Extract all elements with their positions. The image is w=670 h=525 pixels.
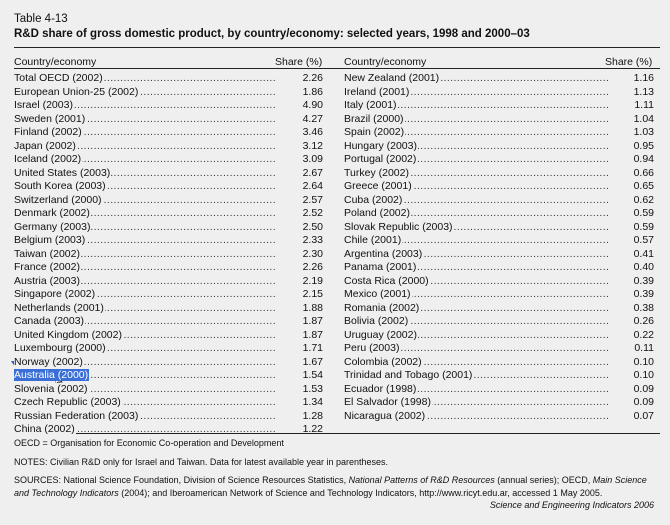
left-share-cell[interactable]: 1.28	[302, 409, 323, 422]
left-share-cell[interactable]: 2.64	[302, 180, 323, 192]
table-row	[344, 153, 654, 167]
left-country-cell[interactable]: Netherlands (2001)	[14, 301, 104, 314]
top-rule	[14, 47, 660, 48]
table-row	[344, 194, 654, 208]
table-row	[14, 315, 323, 329]
right-share-cell[interactable]: 0.26	[633, 315, 654, 327]
table-label: Table 4-13	[14, 13, 68, 25]
right-share-cell[interactable]: 1.03	[633, 126, 654, 138]
table-row	[344, 113, 654, 127]
table-row	[14, 153, 323, 167]
left-country-cell[interactable]: United Kingdom (2002)	[14, 328, 122, 341]
left-share-cell[interactable]: 4.27	[302, 112, 323, 125]
right-country-cell[interactable]: Portugal (2002)	[344, 153, 417, 165]
table-row	[344, 302, 654, 316]
left-country-cell[interactable]: Russian Federation (2003)	[14, 409, 139, 422]
table-row	[14, 72, 323, 86]
left-country-cell[interactable]: Austria (2003)	[14, 274, 80, 287]
table-row	[344, 234, 654, 248]
right-share-cell[interactable]: 0.57	[633, 234, 654, 246]
right-country-cell[interactable]: Costa Rica (2000)	[344, 274, 429, 287]
table-row	[14, 140, 323, 154]
table-row	[14, 329, 323, 343]
right-share-cell[interactable]: 0.22	[633, 328, 654, 341]
left-share-cell[interactable]: 2.26	[302, 72, 323, 84]
notes-text: NOTES: Civilian R&D only for Israel and Taiwan. Data for latest available year in parentheses.	[14, 457, 389, 467]
left-country-cell[interactable]: Japan (2002)	[14, 139, 76, 152]
table-row	[14, 342, 323, 356]
right-country-cell[interactable]: Romania (2002)	[344, 301, 420, 314]
bottom-rule	[14, 433, 660, 434]
left-country-cell[interactable]: Taiwan (2002)	[14, 247, 80, 260]
table-row	[14, 167, 323, 181]
left-country-cell[interactable]: Belgium (2003)	[14, 234, 86, 246]
table-row	[344, 207, 654, 221]
table-row	[14, 194, 323, 208]
right-country-cell[interactable]: Greece (2001)	[344, 180, 412, 192]
abbreviation-note: OECD = Organisation for Economic Co-operation and Development	[14, 438, 284, 448]
left-share-cell[interactable]: 4.90	[302, 99, 323, 111]
left-share-cell[interactable]: 1.88	[302, 301, 323, 314]
left-share-cell[interactable]: 2.57	[302, 193, 323, 206]
right-share-cell[interactable]: 0.10	[633, 355, 654, 368]
right-share-cell[interactable]: 0.07	[633, 409, 654, 422]
right-country-cell[interactable]: El Salvador (1998)	[344, 396, 431, 408]
table-row	[14, 356, 323, 370]
left-country-cell[interactable]: South Korea (2003)	[14, 180, 106, 192]
right-country-cell[interactable]: Mexico (2001)	[344, 288, 411, 300]
table-row	[14, 261, 323, 275]
right-header-share: Share (%)	[605, 56, 653, 68]
right-country-cell[interactable]: Brazil (2000)	[344, 112, 404, 125]
left-share-cell[interactable]: 3.12	[302, 139, 323, 152]
left-share-cell[interactable]: 2.19	[302, 274, 323, 287]
left-country-cell[interactable]: Switzerland (2000)	[14, 193, 102, 206]
left-header-country: Country/economy	[14, 56, 97, 68]
right-share-cell[interactable]: 1.11	[634, 99, 654, 111]
left-share-cell[interactable]: 2.33	[302, 234, 323, 246]
table-row	[14, 113, 323, 127]
right-share-cell[interactable]: 0.94	[633, 153, 654, 165]
left-country-cell[interactable]: Israel (2003)	[14, 99, 73, 111]
left-share-cell[interactable]: 2.30	[302, 247, 323, 260]
right-share-cell[interactable]: 0.38	[633, 301, 654, 314]
right-share-cell[interactable]: 0.59	[633, 207, 654, 219]
right-share-cell[interactable]: 1.04	[633, 112, 654, 125]
right-share-cell[interactable]: 1.13	[633, 85, 654, 98]
right-country-cell[interactable]: Slovak Republic (2003)	[344, 220, 453, 233]
right-share-cell[interactable]: 0.10	[633, 369, 654, 381]
right-share-cell[interactable]: 0.95	[633, 139, 654, 152]
table-row	[344, 342, 654, 356]
right-country-cell[interactable]: Ecuador (1998)	[344, 382, 417, 395]
table-row	[14, 288, 323, 302]
table-row	[344, 410, 654, 424]
table-row	[14, 221, 323, 235]
left-share-cell[interactable]: 2.50	[302, 220, 323, 233]
table-row	[344, 86, 654, 100]
table-row	[14, 207, 323, 221]
left-country-cell[interactable]: Germany (2003)	[14, 220, 91, 233]
left-share-cell[interactable]: 1.53	[302, 382, 323, 395]
right-share-cell[interactable]: 0.11	[634, 342, 654, 354]
right-share-cell[interactable]: 0.41	[633, 247, 654, 260]
left-country-cell[interactable]: United States (2003)	[14, 166, 111, 179]
left-header-share: Share (%)	[275, 56, 323, 68]
left-share-cell[interactable]: 1.67	[302, 355, 323, 368]
left-share-cell[interactable]: 3.09	[302, 153, 323, 165]
table-row	[344, 261, 654, 275]
right-share-cell[interactable]: 0.62	[633, 193, 654, 206]
left-country-cell[interactable]: Czech Republic (2003)	[14, 396, 121, 408]
left-share-cell[interactable]: 1.87	[302, 315, 323, 327]
right-country-cell[interactable]: Italy (2001)	[344, 99, 397, 111]
right-country-cell[interactable]: Peru (2003)	[344, 342, 400, 354]
left-country-cell[interactable]: Luxembourg (2000)	[14, 342, 106, 354]
right-share-cell[interactable]: 0.09	[633, 382, 654, 395]
table-row	[14, 86, 323, 100]
left-country-cell[interactable]: Iceland (2002)	[14, 153, 82, 165]
table-row	[344, 72, 654, 86]
table-row	[344, 315, 654, 329]
table-row	[344, 221, 654, 235]
left-country-cell[interactable]: European Union-25 (2002)	[14, 85, 139, 98]
table-row	[344, 288, 654, 302]
table-row	[344, 356, 654, 370]
table-row	[344, 126, 654, 140]
table-row	[14, 275, 323, 289]
left-share-cell[interactable]: 1.54	[302, 369, 323, 381]
left-share-cell[interactable]: 2.26	[302, 261, 323, 273]
right-country-cell[interactable]: Poland (2002)	[344, 207, 410, 219]
table-row	[14, 234, 323, 248]
table-row	[344, 167, 654, 181]
right-country-cell[interactable]: Spain (2002)	[344, 126, 405, 138]
right-header-country: Country/economy	[344, 56, 427, 68]
left-country-cell[interactable]: Slovenia (2002)	[14, 382, 88, 395]
left-country-cell[interactable]: Denmark (2002)	[14, 207, 90, 219]
table-row	[344, 369, 654, 383]
table-row	[344, 329, 654, 343]
sources-text: SOURCES: National Science Foundation, Division of Science Resources Statistics, National Patterns of R&D Resources (annual series); OECD, Main Science and Technology Indicators (2004); and Iberoamerican Network of Science and Technology Indicators, http://www.ricyt.edu.ar, accessed 1 May 2005.	[14, 475, 647, 498]
table-row	[344, 180, 654, 194]
right-share-cell[interactable]: 0.39	[633, 274, 654, 287]
left-country-cell[interactable]: Sweden (2001)	[14, 112, 86, 125]
left-share-cell[interactable]: 2.67	[302, 166, 323, 179]
right-country-cell[interactable]: Ireland (2001)	[344, 85, 410, 98]
right-country-cell[interactable]: Uruguay (2002)	[344, 328, 417, 341]
left-share-cell[interactable]: 2.15	[302, 288, 323, 300]
left-share-cell[interactable]: 3.46	[302, 126, 323, 138]
table-row	[344, 99, 654, 113]
table-row	[344, 248, 654, 262]
left-country-cell[interactable]: Singapore (2002)	[14, 288, 96, 300]
left-share-cell[interactable]: 1.86	[302, 85, 323, 98]
right-country-cell[interactable]: Panama (2001)	[344, 261, 417, 273]
table-row	[14, 369, 323, 383]
publication-credit: Science and Engineering Indicators 2006	[489, 500, 654, 510]
left-share-cell[interactable]: 2.52	[302, 207, 323, 219]
left-share-cell[interactable]: 1.87	[302, 328, 323, 341]
right-share-cell[interactable]: 0.09	[633, 396, 654, 408]
left-share-cell[interactable]: 1.34	[302, 396, 323, 408]
right-country-cell[interactable]: Nicaragua (2002)	[344, 409, 426, 422]
table-row	[14, 180, 323, 194]
table-row	[14, 383, 323, 397]
right-country-cell[interactable]: Bolivia (2002)	[344, 315, 409, 327]
right-share-cell[interactable]: 0.65	[633, 180, 654, 192]
left-country-cell[interactable]: Canada (2003)	[14, 315, 85, 327]
left-share-cell[interactable]: 1.22	[302, 423, 323, 435]
header-rule	[14, 68, 660, 69]
table-row	[14, 248, 323, 262]
right-country-cell[interactable]: Argentina (2003)	[344, 247, 423, 260]
right-country-cell[interactable]: Chile (2001)	[344, 234, 402, 246]
right-country-cell[interactable]: Colombia (2002)	[344, 355, 422, 368]
left-country-cell[interactable]: Norway (2002)	[14, 355, 83, 368]
table-row	[14, 126, 323, 140]
left-country-cell[interactable]: Total OECD (2002)	[14, 72, 103, 84]
left-country-cell[interactable]: France (2002)	[14, 261, 80, 273]
table-title: R&D share of gross domestic product, by country/economy: selected years, 1998 and 2000–03	[14, 28, 530, 40]
right-country-cell[interactable]: Turkey (2002)	[344, 166, 409, 179]
right-share-cell[interactable]: 1.16	[633, 72, 654, 84]
right-country-cell[interactable]: Cuba (2002)	[344, 193, 403, 206]
right-column	[344, 72, 654, 423]
table-row	[14, 410, 323, 424]
table-row	[14, 423, 323, 437]
left-country-cell[interactable]: Australia (2000)	[14, 369, 89, 381]
table-row	[344, 383, 654, 397]
table-row	[14, 99, 323, 113]
left-share-cell[interactable]: 1.71	[302, 342, 323, 354]
right-country-cell[interactable]: New Zealand (2001)	[344, 72, 440, 84]
right-country-cell[interactable]: Hungary (2003)	[344, 139, 417, 152]
table-row	[344, 396, 654, 410]
left-country-cell[interactable]: Finland (2002)	[14, 126, 82, 138]
right-share-cell[interactable]: 0.39	[633, 288, 654, 300]
table-row	[14, 302, 323, 316]
right-share-cell[interactable]: 0.66	[633, 166, 654, 179]
table-row	[14, 396, 323, 410]
right-share-cell[interactable]: 0.59	[633, 220, 654, 233]
right-country-cell[interactable]: Trinidad and Tobago (2001)	[344, 369, 473, 381]
table-row	[344, 140, 654, 154]
left-country-cell[interactable]: China (2002)	[14, 423, 75, 435]
right-share-cell[interactable]: 0.40	[633, 261, 654, 273]
table-row	[344, 275, 654, 289]
